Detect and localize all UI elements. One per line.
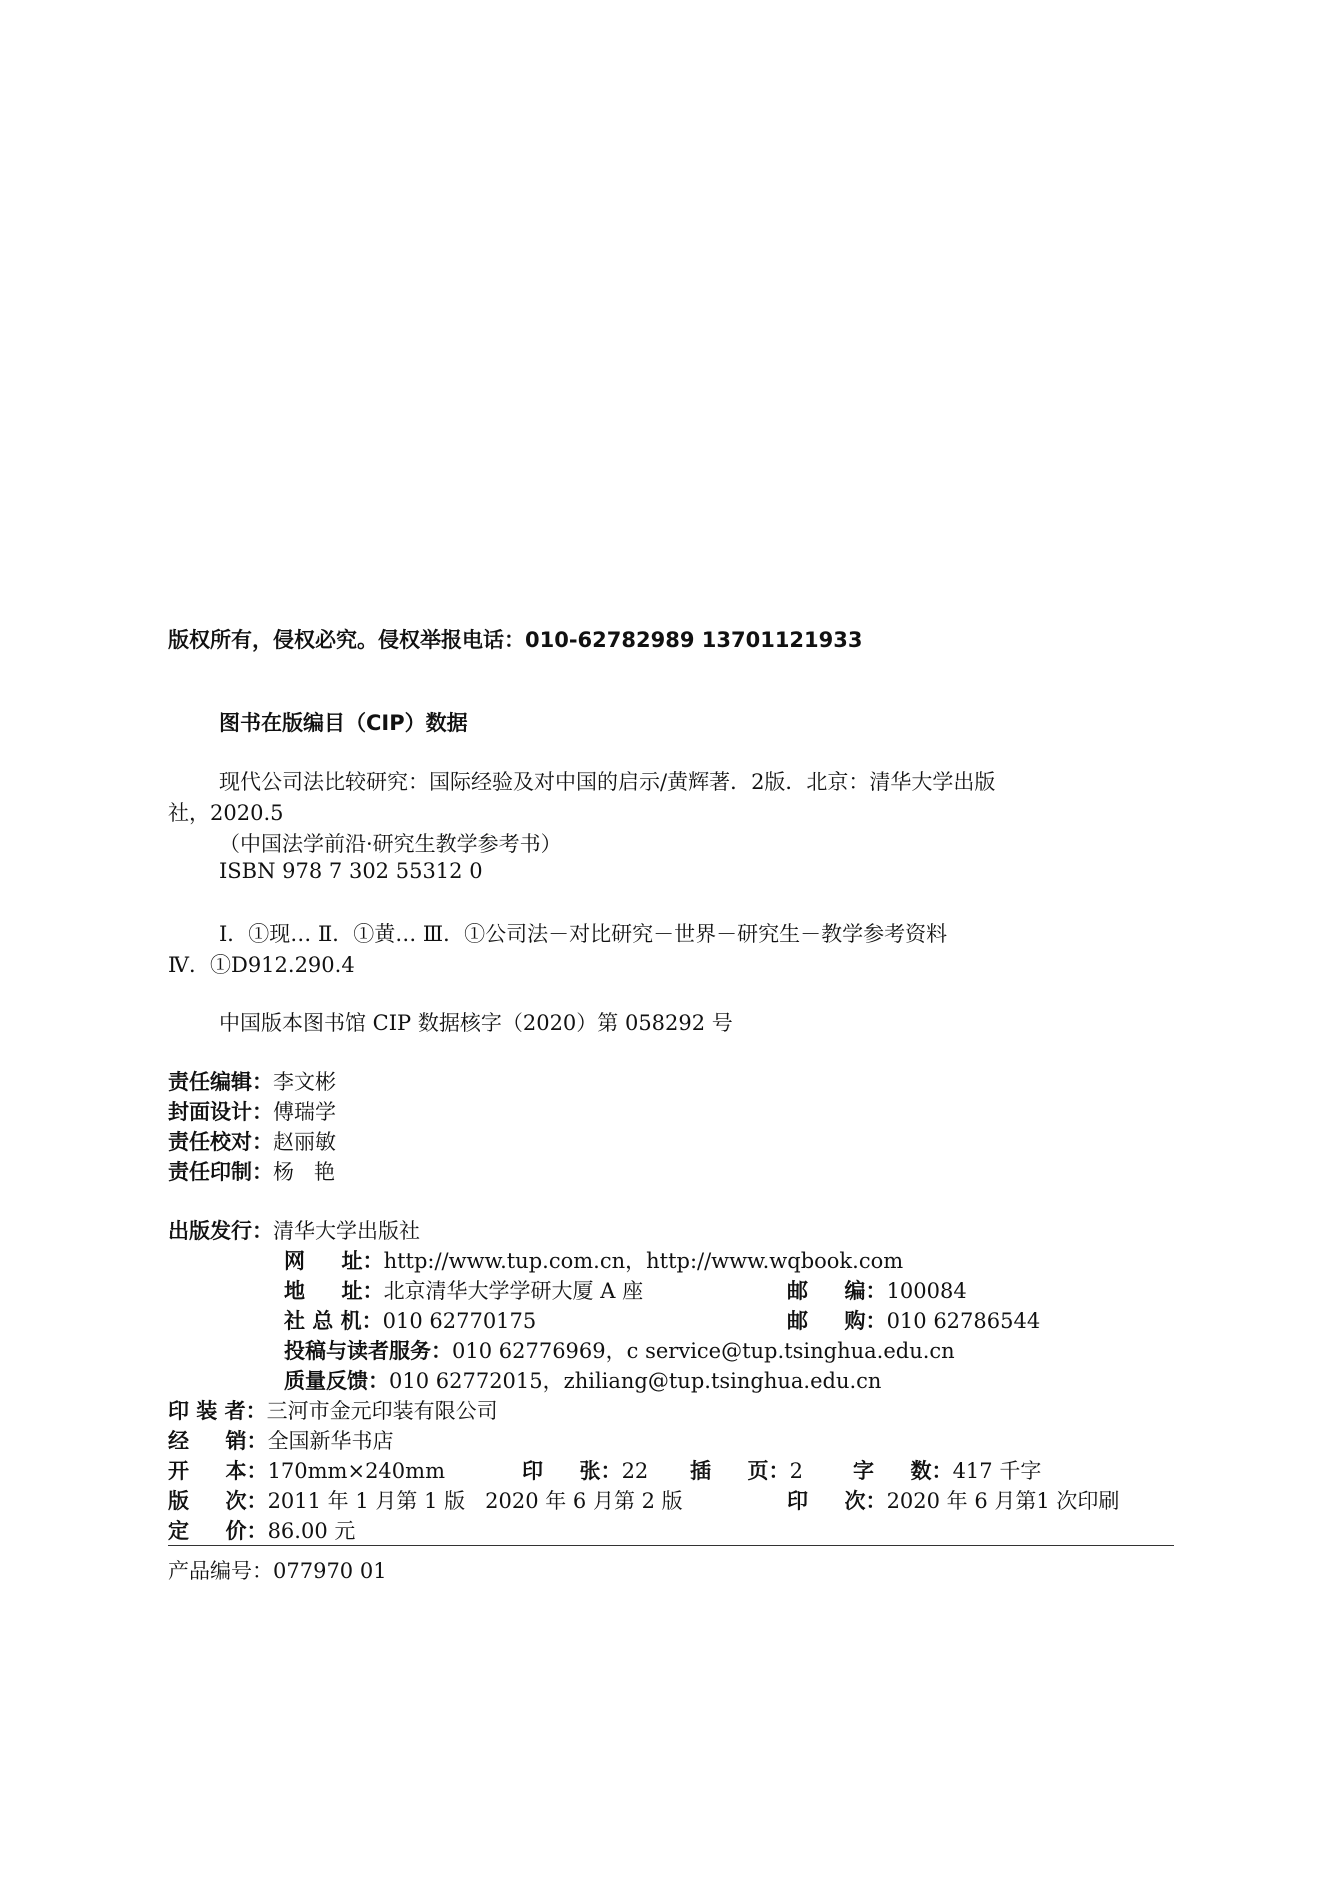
distributor: 经 销：全国新华书店 — [168, 1429, 394, 1453]
staff-cover: 封面设计：傅瑞学 — [168, 1100, 336, 1124]
cip-series: （中国法学前沿·研究生教学参考书） — [219, 832, 562, 856]
cip-isbn: ISBN 978 7 302 55312 0 — [219, 859, 483, 883]
cip-classification-1: Ⅰ．①现… Ⅱ．①黄… Ⅲ．①公司法－对比研究－世界－研究生－教学参考资料 — [219, 922, 948, 946]
cip-heading: 图书在版编目（CIP）数据 — [219, 711, 468, 735]
publisher-mail-order: 邮 购：010 62786544 — [787, 1309, 1041, 1333]
publisher-address: 地 址：北京清华大学学研大厦 A 座 — [284, 1279, 644, 1303]
word-count: 字 数：417 千字 — [853, 1459, 1042, 1483]
inserts: 插 页：2 — [690, 1459, 803, 1483]
publisher-service: 投稿与读者服务：010 62776969，c service@tup.tsinghua.edu.cn — [284, 1339, 955, 1363]
edition: 版 次：2011 年 1 月第 1 版 2020 年 6 月第 2 版 — [168, 1489, 683, 1513]
publisher-web: 网 址：http://www.tup.com.cn，http://www.wqbook.com — [284, 1249, 904, 1273]
cip-classification-2: Ⅳ．①D912.290.4 — [168, 953, 355, 977]
cip-number: 中国版本图书馆 CIP 数据核字（2020）第 058292 号 — [219, 1011, 733, 1035]
print-run: 印 次：2020 年 6 月第1 次印刷 — [787, 1489, 1120, 1513]
price: 定 价：86.00 元 — [168, 1519, 356, 1543]
staff-printing: 责任印制：杨 艳 — [168, 1160, 336, 1184]
sheets: 印 张：22 — [522, 1459, 649, 1483]
staff-proofread: 责任校对：赵丽敏 — [168, 1130, 336, 1154]
product-number: 产品编号：077970 01 — [168, 1559, 387, 1583]
cip-line2: 社，2020.5 — [168, 801, 284, 825]
publisher-quality: 质量反馈：010 62772015，zhiliang@tup.tsinghua.edu.cn — [284, 1369, 882, 1393]
copyright-notice: 版权所有，侵权必究。侵权举报电话：010-62782989 13701121933 — [168, 628, 863, 652]
format: 开 本：170mm×240mm — [168, 1459, 445, 1483]
divider-rule — [168, 1545, 1174, 1546]
publisher: 出版发行：清华大学出版社 — [168, 1219, 420, 1243]
cip-line1: 现代公司法比较研究：国际经验及对中国的启示/黄辉著．2版．北京：清华大学出版 — [219, 770, 996, 794]
publisher-switchboard: 社 总 机：010 62770175 — [284, 1309, 537, 1333]
publisher-zip: 邮 编：100084 — [787, 1279, 967, 1303]
staff-editor: 责任编辑：李文彬 — [168, 1070, 336, 1094]
printer: 印 装 者：三河市金元印装有限公司 — [168, 1399, 498, 1423]
